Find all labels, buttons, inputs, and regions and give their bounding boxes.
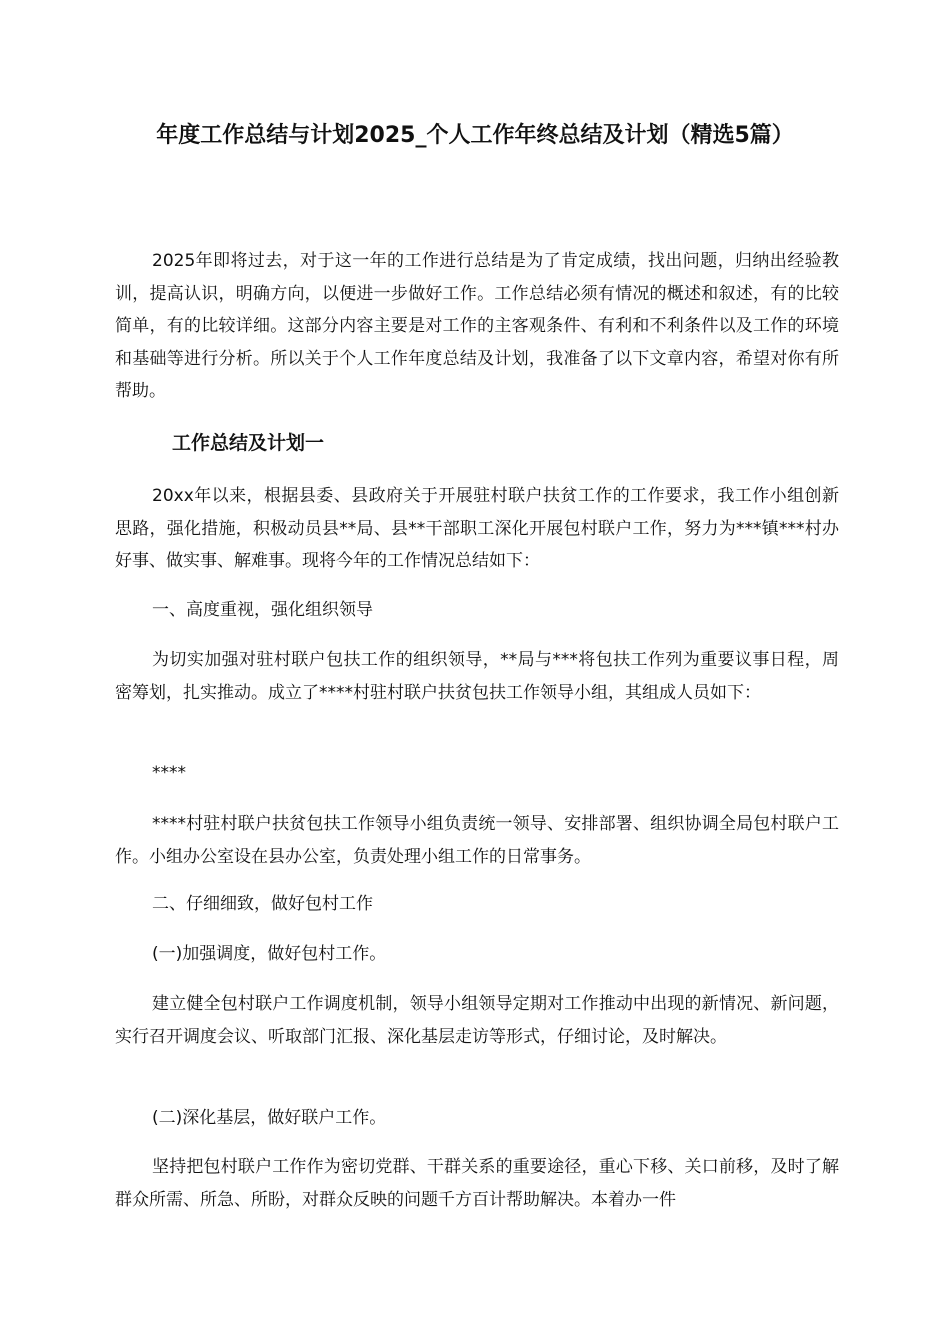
paragraph: (二)深化基层，做好联户工作。 (152, 1108, 387, 1128)
paragraph: (一)加强调度，做好包村工作。 (152, 944, 387, 964)
paragraph: ****村驻村联户扶贫包扶工作领导小组负责统一领导、安排部署、组织协调全局包村联户工作。小组办公室设在县办公室，负责处理小组工作的日常事务。 (115, 814, 839, 867)
paragraph: 20xx年以来，根据县委、县政府关于开展驻村联户扶贫工作的工作要求，我工作小组创新思路，强化措施，积极动员县**局、县**干部职工深化开展包村联户工作，努力为***镇***村办好事、做实事、解难事。现将今年的工作情况总结如下： (115, 486, 839, 571)
section-heading: 工作总结及计划一 (172, 432, 325, 454)
intro-paragraph: 2025年即将过去，对于这一年的工作进行总结是为了肯定成绩，找出问题，归纳出经验教训，提高认识，明确方向，以便进一步做好工作。工作总结必须有情况的概述和叙述，有的比较简单，有的比较详细。这部分内容主要是对工作的主客观条件、有利和不利条件以及工作的环境和基础等进行分析。所以关于个人工作年度总结及计划，我准备了以下文章内容，希望对你有所帮助。 (115, 251, 839, 401)
paragraph: 建立健全包村联户工作调度机制，领导小组领导定期对工作推动中出现的新情况、新问题，实行召开调度会议、听取部门汇报、深化基层走访等形式，仔细讨论，及时解决。 (115, 994, 839, 1047)
paragraph: 为切实加强对驻村联户包扶工作的组织领导，**局与***将包扶工作列为重要议事日程，周密筹划，扎实推动。成立了****村驻村联户扶贫包扶工作领导小组，其组成人员如下： (115, 650, 839, 703)
paragraph: **** (152, 763, 186, 783)
paragraph: 坚持把包村联户工作作为密切党群、干群关系的重要途径，重心下移、关口前移，及时了解群众所需、所急、所盼，对群众反映的问题千方百计帮助解决。本着办一件 (115, 1157, 839, 1210)
paragraph: 二、仔细细致，做好包村工作 (152, 894, 373, 914)
paragraph: 一、高度重视，强化组织领导 (152, 600, 373, 620)
document-title: 年度工作总结与计划2025_个人工作年终总结及计划（精选5篇） (156, 123, 794, 148)
